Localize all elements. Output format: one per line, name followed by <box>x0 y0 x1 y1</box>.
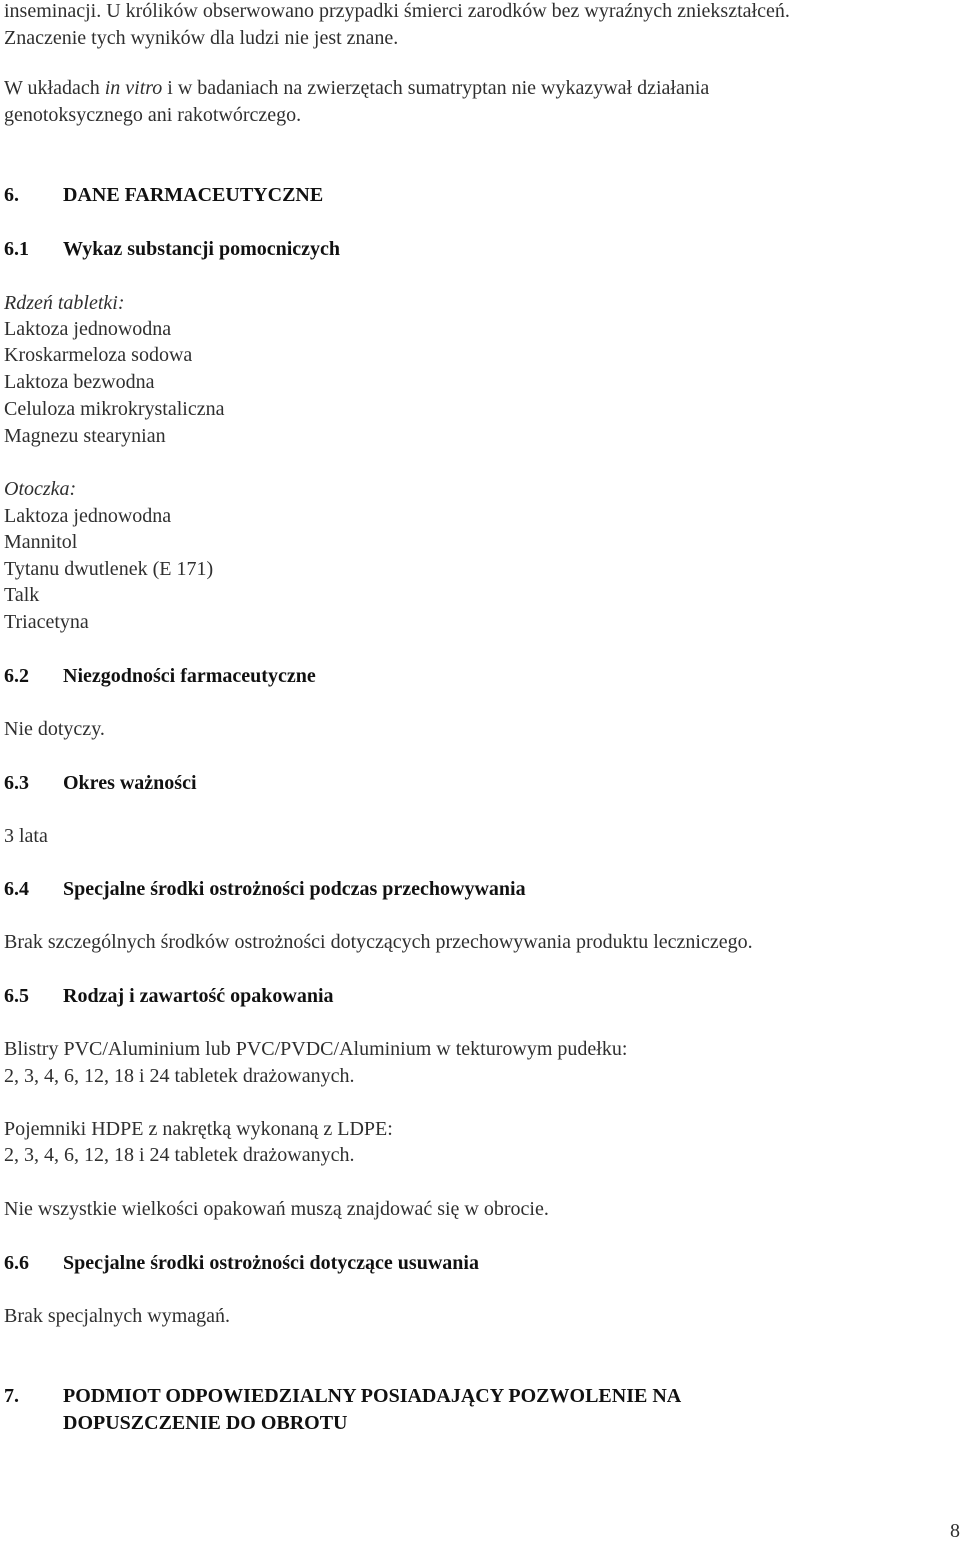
section-6-1-number: 6.1 <box>4 238 29 260</box>
section-6-3-heading <box>4 770 197 797</box>
section-6-4-heading <box>4 876 526 903</box>
core-label: Rdzeń tabletki: <box>4 292 125 314</box>
section-6-5-p1-line-2: 2, 3, 4, 6, 12, 18 i 24 tabletek drażowanych. <box>4 1065 355 1087</box>
coat-label: Otoczka: <box>4 478 77 500</box>
section-6-6-heading <box>4 1250 479 1277</box>
section-6-1-heading <box>4 236 340 263</box>
core-item: Kroskarmeloza sodowa <box>4 344 193 366</box>
intro-line-3-pre: W układach <box>4 77 105 99</box>
section-6-6-title: Specjalne środki ostrożności dotyczące usuwania <box>63 1252 479 1274</box>
section-7-heading <box>4 1383 681 1410</box>
section-6-number: 6. <box>4 184 19 206</box>
section-6-3-number: 6.3 <box>4 772 29 794</box>
core-item: Laktoza bezwodna <box>4 371 155 393</box>
section-6-5-number: 6.5 <box>4 985 29 1007</box>
section-7-title-line-2: DOPUSZCZENIE DO OBROTU <box>63 1412 348 1434</box>
core-item: Celuloza mikrokrystaliczna <box>4 398 225 420</box>
page-number: 8 <box>950 1520 960 1542</box>
section-7-title-line-1: PODMIOT ODPOWIEDZIALNY POSIADAJĄCY POZWOLENIE NA <box>63 1385 682 1407</box>
coat-item: Mannitol <box>4 531 78 553</box>
section-6-5-p1-line-1: Blistry PVC/Aluminium lub PVC/PVDC/Aluminium w tekturowym pudełku: <box>4 1038 628 1060</box>
section-6-5-p2-line-2: 2, 3, 4, 6, 12, 18 i 24 tabletek drażowanych. <box>4 1144 355 1166</box>
section-6-5-heading <box>4 983 334 1010</box>
section-6-6-text: Brak specjalnych wymagań. <box>4 1305 231 1327</box>
section-6-5-p3: Nie wszystkie wielkości opakowań muszą znajdować się w obrocie. <box>4 1198 549 1220</box>
intro-line-4: genotoksycznego ani rakotwórczego. <box>4 104 302 126</box>
section-6-3-title: Okres ważności <box>63 772 197 794</box>
section-6-2-text: Nie dotyczy. <box>4 718 105 740</box>
section-6-3-text: 3 lata <box>4 825 48 847</box>
section-6-2-title: Niezgodności farmaceutyczne <box>63 665 316 687</box>
section-6-2-heading <box>4 663 316 690</box>
section-6-4-text: Brak szczególnych środków ostrożności dotyczących przechowywania produktu leczniczego. <box>4 931 753 953</box>
intro-line-3-italic: in vitro <box>104 77 163 99</box>
coat-item: Tytanu dwutlenek (E 171) <box>4 558 214 580</box>
section-6-title: DANE FARMACEUTYCZNE <box>63 184 324 206</box>
section-7-number: 7. <box>4 1385 19 1407</box>
intro-line-3 <box>4 75 709 102</box>
section-6-4-title: Specjalne środki ostrożności podczas przechowywania <box>63 878 526 900</box>
section-6-6-number: 6.6 <box>4 1252 29 1274</box>
intro-line-3-post: i w badaniach na zwierzętach sumatryptan nie wykazywał działania <box>162 77 710 99</box>
intro-line-1: inseminacji. U królików obserwowano przypadki śmierci zarodków bez wyraźnych zniekształceń. <box>4 0 790 22</box>
intro-line-2: Znaczenie tych wyników dla ludzi nie jest znane. <box>4 27 399 49</box>
section-6-5-p2-line-1: Pojemniki HDPE z nakrętką wykonaną z LDPE: <box>4 1118 393 1140</box>
core-item: Laktoza jednowodna <box>4 318 172 340</box>
coat-item: Triacetyna <box>4 611 89 633</box>
section-6-4-number: 6.4 <box>4 878 29 900</box>
section-6-5-title: Rodzaj i zawartość opakowania <box>63 985 334 1007</box>
core-item: Magnezu stearynian <box>4 425 166 447</box>
coat-item: Talk <box>4 584 40 606</box>
coat-item: Laktoza jednowodna <box>4 505 172 527</box>
section-6-2-number: 6.2 <box>4 665 29 687</box>
section-6-heading <box>4 182 323 209</box>
section-6-1-title: Wykaz substancji pomocniczych <box>63 238 341 260</box>
